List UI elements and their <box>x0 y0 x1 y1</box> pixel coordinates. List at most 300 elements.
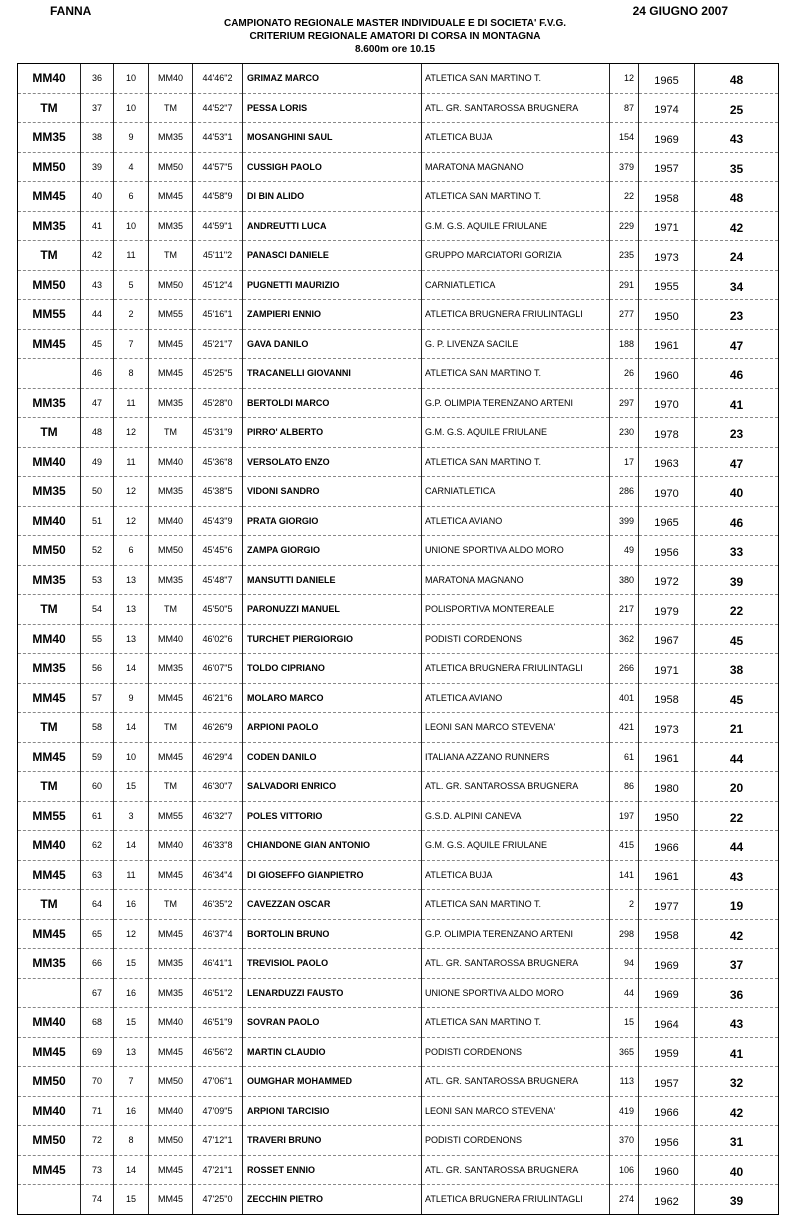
category-cell: TM <box>18 93 81 123</box>
athlete-name-cell: CHIANDONE GIAN ANTONIO <box>243 831 422 861</box>
birth-year-cell: 1966 <box>639 1096 695 1126</box>
category-position-cell: 11 <box>114 241 149 271</box>
table-row <box>18 1067 779 1097</box>
category-code-cell: TM <box>149 772 193 802</box>
overall-position-cell: 40 <box>81 182 114 212</box>
table-row <box>18 1037 779 1067</box>
table-row <box>18 713 779 743</box>
finish-time-cell: 44'53"1 <box>193 123 243 153</box>
bib-number-cell: 12 <box>610 64 639 94</box>
club-cell: ATLETICA SAN MARTINO T. <box>422 64 610 94</box>
category-cell: TM <box>18 772 81 802</box>
overall-position-cell: 37 <box>81 93 114 123</box>
category-position-cell: 7 <box>114 1067 149 1097</box>
club-cell: ATLETICA BUJA <box>422 123 610 153</box>
results-body <box>18 64 779 1215</box>
finish-time-cell: 45'36"8 <box>193 447 243 477</box>
bib-number-cell: 197 <box>610 801 639 831</box>
category-code-cell: MM45 <box>149 919 193 949</box>
points-cell: 31 <box>695 1126 779 1156</box>
bib-number-cell: 297 <box>610 388 639 418</box>
table-row <box>18 801 779 831</box>
overall-position-cell: 38 <box>81 123 114 153</box>
finish-time-cell: 46'07"5 <box>193 654 243 684</box>
finish-time-cell: 46'02"6 <box>193 624 243 654</box>
category-code-cell: MM35 <box>149 949 193 979</box>
category-cell: MM50 <box>18 270 81 300</box>
category-code-cell: MM45 <box>149 860 193 890</box>
club-cell: ATLETICA SAN MARTINO T. <box>422 890 610 920</box>
bib-number-cell: 379 <box>610 152 639 182</box>
bib-number-cell: 44 <box>610 978 639 1008</box>
athlete-name-cell: PIRRO' ALBERTO <box>243 418 422 448</box>
points-cell: 37 <box>695 949 779 979</box>
points-cell: 42 <box>695 1096 779 1126</box>
table-row <box>18 477 779 507</box>
category-code-cell: MM50 <box>149 152 193 182</box>
birth-year-cell: 1969 <box>639 123 695 153</box>
category-code-cell: MM45 <box>149 1155 193 1185</box>
table-row <box>18 64 779 94</box>
category-cell: MM35 <box>18 949 81 979</box>
points-cell: 43 <box>695 860 779 890</box>
bib-number-cell: 266 <box>610 654 639 684</box>
birth-year-cell: 1962 <box>639 1185 695 1215</box>
category-code-cell: MM45 <box>149 329 193 359</box>
club-cell: ATL. GR. SANTAROSSA BRUGNERA <box>422 1067 610 1097</box>
birth-year-cell: 1977 <box>639 890 695 920</box>
title-distance-time: 8.600m ore 10.15 <box>354 44 436 55</box>
category-cell: MM45 <box>18 1037 81 1067</box>
bib-number-cell: 154 <box>610 123 639 153</box>
category-position-cell: 15 <box>114 1008 149 1038</box>
category-position-cell: 15 <box>114 949 149 979</box>
birth-year-cell: 1973 <box>639 713 695 743</box>
finish-time-cell: 44'46"2 <box>193 64 243 94</box>
athlete-name-cell: MOLARO MARCO <box>243 683 422 713</box>
category-position-cell: 11 <box>114 860 149 890</box>
finish-time-cell: 44'57"5 <box>193 152 243 182</box>
points-cell: 21 <box>695 713 779 743</box>
bib-number-cell: 286 <box>610 477 639 507</box>
overall-position-cell: 53 <box>81 565 114 595</box>
bib-number-cell: 370 <box>610 1126 639 1156</box>
birth-year-cell: 1972 <box>639 565 695 595</box>
finish-time-cell: 46'56"2 <box>193 1037 243 1067</box>
points-cell: 33 <box>695 536 779 566</box>
category-cell: MM50 <box>18 152 81 182</box>
category-cell: MM45 <box>18 329 81 359</box>
club-cell: G.P. OLIMPIA TERENZANO ARTENI <box>422 388 610 418</box>
results-table <box>17 63 779 1215</box>
athlete-name-cell: TRACANELLI GIOVANNI <box>243 359 422 389</box>
bib-number-cell: 401 <box>610 683 639 713</box>
athlete-name-cell: PANASCI DANIELE <box>243 241 422 271</box>
table-row <box>18 772 779 802</box>
bib-number-cell: 362 <box>610 624 639 654</box>
overall-position-cell: 68 <box>81 1008 114 1038</box>
athlete-name-cell: ZAMPA GIORGIO <box>243 536 422 566</box>
overall-position-cell: 56 <box>81 654 114 684</box>
category-position-cell: 11 <box>114 388 149 418</box>
overall-position-cell: 59 <box>81 742 114 772</box>
category-position-cell: 14 <box>114 713 149 743</box>
athlete-name-cell: VERSOLATO ENZO <box>243 447 422 477</box>
finish-time-cell: 46'51"2 <box>193 978 243 1008</box>
category-code-cell: MM40 <box>149 1096 193 1126</box>
category-code-cell: MM40 <box>149 506 193 536</box>
category-code-cell: MM45 <box>149 742 193 772</box>
points-cell: 23 <box>695 300 779 330</box>
athlete-name-cell: VIDONI SANDRO <box>243 477 422 507</box>
finish-time-cell: 45'43"9 <box>193 506 243 536</box>
category-position-cell: 14 <box>114 1155 149 1185</box>
category-position-cell: 13 <box>114 1037 149 1067</box>
finish-time-cell: 45'16"1 <box>193 300 243 330</box>
athlete-name-cell: PRATA GIORGIO <box>243 506 422 536</box>
category-position-cell: 12 <box>114 418 149 448</box>
title-criterium: CRITERIUM REGIONALE AMATORI DI CORSA IN MONTAGNA <box>249 31 541 42</box>
bib-number-cell: 26 <box>610 359 639 389</box>
category-code-cell: TM <box>149 890 193 920</box>
athlete-name-cell: OUMGHAR MOHAMMED <box>243 1067 422 1097</box>
club-cell: ATL. GR. SANTAROSSA BRUGNERA <box>422 772 610 802</box>
category-cell: MM40 <box>18 1008 81 1038</box>
overall-position-cell: 51 <box>81 506 114 536</box>
finish-time-cell: 46'29"4 <box>193 742 243 772</box>
category-code-cell: MM35 <box>149 978 193 1008</box>
category-position-cell: 12 <box>114 919 149 949</box>
club-cell: LEONI SAN MARCO STEVENA' <box>422 713 610 743</box>
overall-position-cell: 65 <box>81 919 114 949</box>
points-cell: 42 <box>695 919 779 949</box>
table-row <box>18 654 779 684</box>
bib-number-cell: 235 <box>610 241 639 271</box>
club-cell: ATLETICA BUJA <box>422 860 610 890</box>
category-code-cell: MM45 <box>149 1037 193 1067</box>
category-cell <box>18 359 81 389</box>
bib-number-cell: 113 <box>610 1067 639 1097</box>
table-row <box>18 418 779 448</box>
club-cell: MARATONA MAGNANO <box>422 152 610 182</box>
athlete-name-cell: PESSA LORIS <box>243 93 422 123</box>
finish-time-cell: 46'26"9 <box>193 713 243 743</box>
birth-year-cell: 1970 <box>639 388 695 418</box>
finish-time-cell: 46'34"4 <box>193 860 243 890</box>
athlete-name-cell: CAVEZZAN OSCAR <box>243 890 422 920</box>
athlete-name-cell: ZECCHIN PIETRO <box>243 1185 422 1215</box>
category-code-cell: MM40 <box>149 831 193 861</box>
birth-year-cell: 1974 <box>639 93 695 123</box>
finish-time-cell: 44'52"7 <box>193 93 243 123</box>
points-cell: 40 <box>695 477 779 507</box>
overall-position-cell: 60 <box>81 772 114 802</box>
category-cell: MM55 <box>18 300 81 330</box>
category-cell: MM45 <box>18 919 81 949</box>
bib-number-cell: 274 <box>610 1185 639 1215</box>
athlete-name-cell: ARPIONI PAOLO <box>243 713 422 743</box>
table-row <box>18 506 779 536</box>
birth-year-cell: 1950 <box>639 801 695 831</box>
club-cell: G.M. G.S. AQUILE FRIULANE <box>422 211 610 241</box>
category-code-cell: MM35 <box>149 388 193 418</box>
table-row <box>18 359 779 389</box>
category-code-cell: MM45 <box>149 1185 193 1215</box>
bib-number-cell: 419 <box>610 1096 639 1126</box>
header-date: 24 GIUGNO 2007 <box>632 4 728 18</box>
athlete-name-cell: ROSSET ENNIO <box>243 1155 422 1185</box>
bib-number-cell: 94 <box>610 949 639 979</box>
overall-position-cell: 70 <box>81 1067 114 1097</box>
category-cell: MM40 <box>18 624 81 654</box>
athlete-name-cell: PUGNETTI MAURIZIO <box>243 270 422 300</box>
athlete-name-cell: MANSUTTI DANIELE <box>243 565 422 595</box>
category-code-cell: TM <box>149 418 193 448</box>
category-cell: MM45 <box>18 860 81 890</box>
category-position-cell: 16 <box>114 1096 149 1126</box>
club-cell: ATLETICA AVIANO <box>422 683 610 713</box>
finish-time-cell: 46'33"8 <box>193 831 243 861</box>
category-cell: MM35 <box>18 565 81 595</box>
table-row <box>18 388 779 418</box>
table-row <box>18 1126 779 1156</box>
club-cell: ATLETICA SAN MARTINO T. <box>422 182 610 212</box>
athlete-name-cell: TRAVERI BRUNO <box>243 1126 422 1156</box>
table-row <box>18 595 779 625</box>
overall-position-cell: 36 <box>81 64 114 94</box>
category-code-cell: MM40 <box>149 1008 193 1038</box>
bib-number-cell: 87 <box>610 93 639 123</box>
club-cell: ATLETICA SAN MARTINO T. <box>422 359 610 389</box>
category-code-cell: MM35 <box>149 477 193 507</box>
athlete-name-cell: LENARDUZZI FAUSTO <box>243 978 422 1008</box>
birth-year-cell: 1965 <box>639 64 695 94</box>
athlete-name-cell: TURCHET PIERGIORGIO <box>243 624 422 654</box>
athlete-name-cell: ZAMPIERI ENNIO <box>243 300 422 330</box>
category-position-cell: 9 <box>114 123 149 153</box>
overall-position-cell: 64 <box>81 890 114 920</box>
athlete-name-cell: MARTIN CLAUDIO <box>243 1037 422 1067</box>
birth-year-cell: 1965 <box>639 506 695 536</box>
finish-time-cell: 45'25"5 <box>193 359 243 389</box>
birth-year-cell: 1956 <box>639 1126 695 1156</box>
category-code-cell: TM <box>149 595 193 625</box>
points-cell: 39 <box>695 1185 779 1215</box>
points-cell: 22 <box>695 801 779 831</box>
category-code-cell: MM50 <box>149 536 193 566</box>
category-cell: MM45 <box>18 683 81 713</box>
finish-time-cell: 46'32"7 <box>193 801 243 831</box>
club-cell: GRUPPO MARCIATORI GORIZIA <box>422 241 610 271</box>
birth-year-cell: 1958 <box>639 182 695 212</box>
birth-year-cell: 1978 <box>639 418 695 448</box>
category-position-cell: 2 <box>114 300 149 330</box>
category-cell: MM35 <box>18 654 81 684</box>
club-cell: ATL. GR. SANTAROSSA BRUGNERA <box>422 949 610 979</box>
category-cell: MM40 <box>18 64 81 94</box>
table-row <box>18 123 779 153</box>
category-cell: TM <box>18 241 81 271</box>
club-cell: PODISTI CORDENONS <box>422 624 610 654</box>
bib-number-cell: 415 <box>610 831 639 861</box>
club-cell: ATL. GR. SANTAROSSA BRUGNERA <box>422 93 610 123</box>
points-cell: 38 <box>695 654 779 684</box>
table-row <box>18 742 779 772</box>
overall-position-cell: 69 <box>81 1037 114 1067</box>
overall-position-cell: 61 <box>81 801 114 831</box>
points-cell: 45 <box>695 683 779 713</box>
category-position-cell: 10 <box>114 93 149 123</box>
club-cell: POLISPORTIVA MONTEREALE <box>422 595 610 625</box>
finish-time-cell: 46'21"6 <box>193 683 243 713</box>
club-cell: UNIONE SPORTIVA ALDO MORO <box>422 536 610 566</box>
club-cell: ATLETICA SAN MARTINO T. <box>422 447 610 477</box>
category-code-cell: MM40 <box>149 447 193 477</box>
category-cell: MM55 <box>18 801 81 831</box>
finish-time-cell: 44'58"9 <box>193 182 243 212</box>
table-row <box>18 1155 779 1185</box>
category-position-cell: 12 <box>114 506 149 536</box>
finish-time-cell: 46'30"7 <box>193 772 243 802</box>
overall-position-cell: 46 <box>81 359 114 389</box>
category-position-cell: 13 <box>114 565 149 595</box>
title-championship: CAMPIONATO REGIONALE MASTER INDIVIDUALE E DI SOCIETA' F.V.G. <box>223 18 567 29</box>
category-code-cell: MM50 <box>149 1126 193 1156</box>
category-code-cell: MM50 <box>149 270 193 300</box>
club-cell: ATL. GR. SANTAROSSA BRUGNERA <box>422 1155 610 1185</box>
table-row <box>18 1096 779 1126</box>
category-cell: MM40 <box>18 1096 81 1126</box>
table-row <box>18 447 779 477</box>
table-row <box>18 270 779 300</box>
overall-position-cell: 57 <box>81 683 114 713</box>
overall-position-cell: 74 <box>81 1185 114 1215</box>
finish-time-cell: 47'12"1 <box>193 1126 243 1156</box>
points-cell: 41 <box>695 388 779 418</box>
category-position-cell: 16 <box>114 890 149 920</box>
category-cell: MM35 <box>18 388 81 418</box>
overall-position-cell: 45 <box>81 329 114 359</box>
birth-year-cell: 1957 <box>639 152 695 182</box>
bib-number-cell: 61 <box>610 742 639 772</box>
bib-number-cell: 15 <box>610 1008 639 1038</box>
bib-number-cell: 421 <box>610 713 639 743</box>
birth-year-cell: 1950 <box>639 300 695 330</box>
category-cell: TM <box>18 890 81 920</box>
category-position-cell: 8 <box>114 1126 149 1156</box>
category-position-cell: 10 <box>114 742 149 772</box>
finish-time-cell: 46'51"9 <box>193 1008 243 1038</box>
category-position-cell: 16 <box>114 978 149 1008</box>
category-cell: MM35 <box>18 123 81 153</box>
bib-number-cell: 86 <box>610 772 639 802</box>
birth-year-cell: 1961 <box>639 742 695 772</box>
category-position-cell: 13 <box>114 595 149 625</box>
category-code-cell: MM55 <box>149 801 193 831</box>
table-row <box>18 1185 779 1215</box>
club-cell: ITALIANA AZZANO RUNNERS <box>422 742 610 772</box>
header-location: FANNA <box>50 4 92 18</box>
points-cell: 24 <box>695 241 779 271</box>
points-cell: 23 <box>695 418 779 448</box>
bib-number-cell: 106 <box>610 1155 639 1185</box>
birth-year-cell: 1969 <box>639 949 695 979</box>
category-cell: TM <box>18 713 81 743</box>
category-code-cell: MM35 <box>149 654 193 684</box>
table-row <box>18 1008 779 1038</box>
points-cell: 46 <box>695 359 779 389</box>
category-position-cell: 12 <box>114 477 149 507</box>
category-position-cell: 15 <box>114 772 149 802</box>
category-code-cell: MM35 <box>149 565 193 595</box>
overall-position-cell: 50 <box>81 477 114 507</box>
bib-number-cell: 230 <box>610 418 639 448</box>
category-code-cell: MM35 <box>149 123 193 153</box>
club-cell: ATLETICA AVIANO <box>422 506 610 536</box>
category-position-cell: 7 <box>114 329 149 359</box>
table-row <box>18 211 779 241</box>
athlete-name-cell: SALVADORI ENRICO <box>243 772 422 802</box>
birth-year-cell: 1973 <box>639 241 695 271</box>
category-position-cell: 14 <box>114 831 149 861</box>
club-cell: G.M. G.S. AQUILE FRIULANE <box>422 831 610 861</box>
points-cell: 40 <box>695 1155 779 1185</box>
category-position-cell: 9 <box>114 683 149 713</box>
athlete-name-cell: BORTOLIN BRUNO <box>243 919 422 949</box>
category-position-cell: 14 <box>114 654 149 684</box>
club-cell: ATLETICA SAN MARTINO T. <box>422 1008 610 1038</box>
table-row <box>18 93 779 123</box>
overall-position-cell: 67 <box>81 978 114 1008</box>
overall-position-cell: 63 <box>81 860 114 890</box>
birth-year-cell: 1969 <box>639 978 695 1008</box>
table-row <box>18 919 779 949</box>
finish-time-cell: 45'45"6 <box>193 536 243 566</box>
overall-position-cell: 42 <box>81 241 114 271</box>
birth-year-cell: 1971 <box>639 654 695 684</box>
category-code-cell: MM40 <box>149 64 193 94</box>
club-cell: G.P. OLIMPIA TERENZANO ARTENI <box>422 919 610 949</box>
finish-time-cell: 47'09"5 <box>193 1096 243 1126</box>
bib-number-cell: 141 <box>610 860 639 890</box>
bib-number-cell: 399 <box>610 506 639 536</box>
points-cell: 25 <box>695 93 779 123</box>
points-cell: 43 <box>695 123 779 153</box>
points-cell: 39 <box>695 565 779 595</box>
points-cell: 19 <box>695 890 779 920</box>
finish-time-cell: 47'25"0 <box>193 1185 243 1215</box>
overall-position-cell: 72 <box>81 1126 114 1156</box>
birth-year-cell: 1961 <box>639 860 695 890</box>
birth-year-cell: 1960 <box>639 359 695 389</box>
bib-number-cell: 17 <box>610 447 639 477</box>
table-row <box>18 860 779 890</box>
overall-position-cell: 49 <box>81 447 114 477</box>
overall-position-cell: 44 <box>81 300 114 330</box>
bib-number-cell: 49 <box>610 536 639 566</box>
overall-position-cell: 54 <box>81 595 114 625</box>
category-code-cell: MM45 <box>149 683 193 713</box>
table-row <box>18 831 779 861</box>
athlete-name-cell: SOVRAN PAOLO <box>243 1008 422 1038</box>
points-cell: 44 <box>695 742 779 772</box>
bib-number-cell: 217 <box>610 595 639 625</box>
bib-number-cell: 277 <box>610 300 639 330</box>
club-cell: ATLETICA BRUGNERA FRIULINTAGLI <box>422 654 610 684</box>
overall-position-cell: 52 <box>81 536 114 566</box>
category-position-cell: 15 <box>114 1185 149 1215</box>
category-code-cell: TM <box>149 241 193 271</box>
